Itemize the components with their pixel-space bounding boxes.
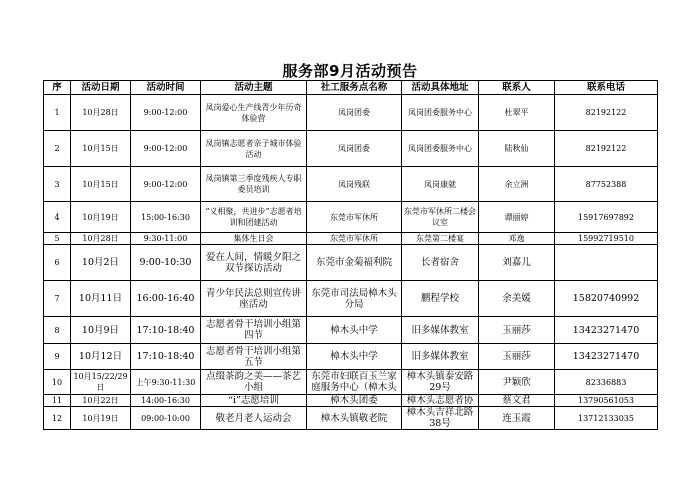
- table-row: [44, 245, 658, 281]
- cell-address: 凤岗康就: [402, 167, 479, 202]
- table-row: [44, 95, 658, 131]
- cell-index: 5: [44, 233, 71, 245]
- cell-date: 10月28日: [71, 95, 131, 131]
- cell-index: 12: [44, 407, 71, 430]
- cell-contact: 余立洲: [479, 167, 555, 202]
- cell-time: 09:00-10:00: [131, 407, 201, 430]
- table-row: [44, 407, 658, 430]
- cell-contact: 玉丽莎: [479, 344, 555, 370]
- cell-index: 9: [44, 344, 71, 370]
- page-title: 服务部9月活动预告: [282, 62, 418, 80]
- col-header-time: 活动时间: [131, 81, 201, 95]
- table-row: [44, 281, 658, 317]
- cell-phone: [555, 245, 658, 281]
- cell-theme: 爱在人间，情暖夕阳之双节探访活动: [201, 245, 307, 281]
- cell-contact: 陆秋仙: [479, 131, 555, 167]
- cell-address: 东莞第二楼宴: [402, 233, 479, 245]
- cell-time: 15:00-16:30: [131, 202, 201, 233]
- cell-theme: “义相聚，共进步”志愿者培训和团建活动: [201, 202, 307, 233]
- cell-index: 3: [44, 167, 71, 202]
- table-row: [44, 370, 658, 395]
- cell-time: 9:00-12:00: [131, 95, 201, 131]
- cell-theme: 凤岗爱心生产线青少年历奇体验营: [201, 95, 307, 131]
- cell-service-point: 樟木头中学: [307, 317, 402, 344]
- cell-contact: 尹颖欣: [479, 370, 555, 395]
- cell-phone: 82192122: [555, 131, 658, 167]
- cell-address: 旧多媒体教室: [402, 344, 479, 370]
- cell-time: 9:00-10:30: [131, 245, 201, 281]
- cell-date: 10月19日: [71, 202, 131, 233]
- cell-address: 东莞市军休所二楼会议室: [402, 202, 479, 233]
- col-header-date: 活动日期: [71, 81, 131, 95]
- cell-date: 10月12日: [71, 344, 131, 370]
- cell-time: 14:00-16:30: [131, 395, 201, 407]
- cell-date: 10月2日: [71, 245, 131, 281]
- cell-time: 9:00-12:00: [131, 131, 201, 167]
- cell-service-point: 凤岗团委: [307, 95, 402, 131]
- cell-phone: 15820740992: [555, 281, 658, 317]
- cell-phone: 82336883: [555, 370, 658, 395]
- cell-phone: 13423271470: [555, 317, 658, 344]
- table-header-row: [44, 81, 658, 95]
- cell-date: 10月28日: [71, 233, 131, 245]
- cell-index: 8: [44, 317, 71, 344]
- col-header-contact: 联系人: [479, 81, 555, 95]
- cell-date: 10月22日: [71, 395, 131, 407]
- cell-index: 2: [44, 131, 71, 167]
- cell-address: 樟木头镇泰安路29号: [402, 370, 479, 395]
- cell-theme: 集体生日会: [201, 233, 307, 245]
- cell-contact: 连玉霞: [479, 407, 555, 430]
- table-row: [44, 167, 658, 202]
- cell-phone: 13423271470: [555, 344, 658, 370]
- cell-index: 7: [44, 281, 71, 317]
- cell-phone: 15992719510: [555, 233, 658, 245]
- table-row: [44, 202, 658, 233]
- cell-date: 10月9日: [71, 317, 131, 344]
- cell-phone: 87752388: [555, 167, 658, 202]
- cell-address: 长者宿舍: [402, 245, 479, 281]
- cell-index: 10: [44, 370, 71, 395]
- cell-service-point: 樟木头镇敬老院: [307, 407, 402, 430]
- cell-service-point: 凤岗残联: [307, 167, 402, 202]
- cell-phone: 15917697892: [555, 202, 658, 233]
- cell-theme: 志愿者骨干培训小组第五节: [201, 344, 307, 370]
- cell-contact: 谭丽婷: [479, 202, 555, 233]
- table-row: [44, 131, 658, 167]
- cell-address: 鹏程学校: [402, 281, 479, 317]
- cell-contact: 邓逸: [479, 233, 555, 245]
- table-row: [44, 395, 658, 407]
- cell-theme: 志愿者骨干培训小组第四节: [201, 317, 307, 344]
- cell-service-point: 樟木头团委: [307, 395, 402, 407]
- cell-phone: 13712133035: [555, 407, 658, 430]
- col-header-address: 活动具体地址: [402, 81, 479, 95]
- cell-address: 凤岗团委服务中心: [402, 95, 479, 131]
- cell-theme: 凤岗镇第三季度残疾人专职委员培训: [201, 167, 307, 202]
- cell-date: 10月15日: [71, 167, 131, 202]
- cell-index: 6: [44, 245, 71, 281]
- col-header-phone: 联系电话: [555, 81, 658, 95]
- table-row: [44, 344, 658, 370]
- col-header-index: 序: [44, 81, 71, 95]
- cell-service-point: 东莞市军休所: [307, 233, 402, 245]
- cell-theme: 点缀茶韵之美——茶艺小组: [201, 370, 307, 395]
- cell-phone: 82192122: [555, 95, 658, 131]
- cell-time: 16:00-16:40: [131, 281, 201, 317]
- cell-theme: 敬老月老人运动会: [201, 407, 307, 430]
- cell-index: 1: [44, 95, 71, 131]
- cell-service-point: 东莞市司法局樟木头分局: [307, 281, 402, 317]
- cell-theme: 青少年民法总则宣传讲座活动: [201, 281, 307, 317]
- cell-date: 10月15/22/29日: [71, 370, 131, 395]
- cell-time: 上午9:30-11:30: [131, 370, 201, 395]
- cell-contact: 刘嘉儿: [479, 245, 555, 281]
- cell-time: 17:10-18:40: [131, 317, 201, 344]
- cell-phone: 13790561053: [555, 395, 658, 407]
- cell-service-point: 东莞市金菊福利院: [307, 245, 402, 281]
- cell-address: 樟木头志愿者协: [402, 395, 479, 407]
- cell-contact: 余美媛: [479, 281, 555, 317]
- cell-index: 4: [44, 202, 71, 233]
- cell-service-point: 凤岗团委: [307, 131, 402, 167]
- cell-theme: “i”志愿培训: [201, 395, 307, 407]
- cell-service-point: 东莞市妇联百玉兰家庭服务中心（樟木头: [307, 370, 402, 395]
- col-header-service-point: 社工服务点名称: [307, 81, 402, 95]
- col-header-theme: 活动主题: [201, 81, 307, 95]
- cell-time: 17:10-18:40: [131, 344, 201, 370]
- cell-address: 凤岗团委服务中心: [402, 131, 479, 167]
- cell-date: 10月11日: [71, 281, 131, 317]
- cell-service-point: 樟木头中学: [307, 344, 402, 370]
- cell-address: 樟木头吉祥北路38号: [402, 407, 479, 430]
- cell-index: 11: [44, 395, 71, 407]
- cell-contact: 玉丽莎: [479, 317, 555, 344]
- cell-date: 10月19日: [71, 407, 131, 430]
- cell-theme: 凤岗镇志愿者亲子城市体验活动: [201, 131, 307, 167]
- cell-contact: 杜翠平: [479, 95, 555, 131]
- activity-table: [43, 80, 658, 430]
- table-row: [44, 233, 658, 245]
- cell-contact: 蔡文君: [479, 395, 555, 407]
- table-row: [44, 317, 658, 344]
- cell-address: 旧多媒体教室: [402, 317, 479, 344]
- cell-service-point: 东莞市军休所: [307, 202, 402, 233]
- cell-time: 9:30-11:00: [131, 233, 201, 245]
- cell-time: 9:00-12:00: [131, 167, 201, 202]
- cell-date: 10月15日: [71, 131, 131, 167]
